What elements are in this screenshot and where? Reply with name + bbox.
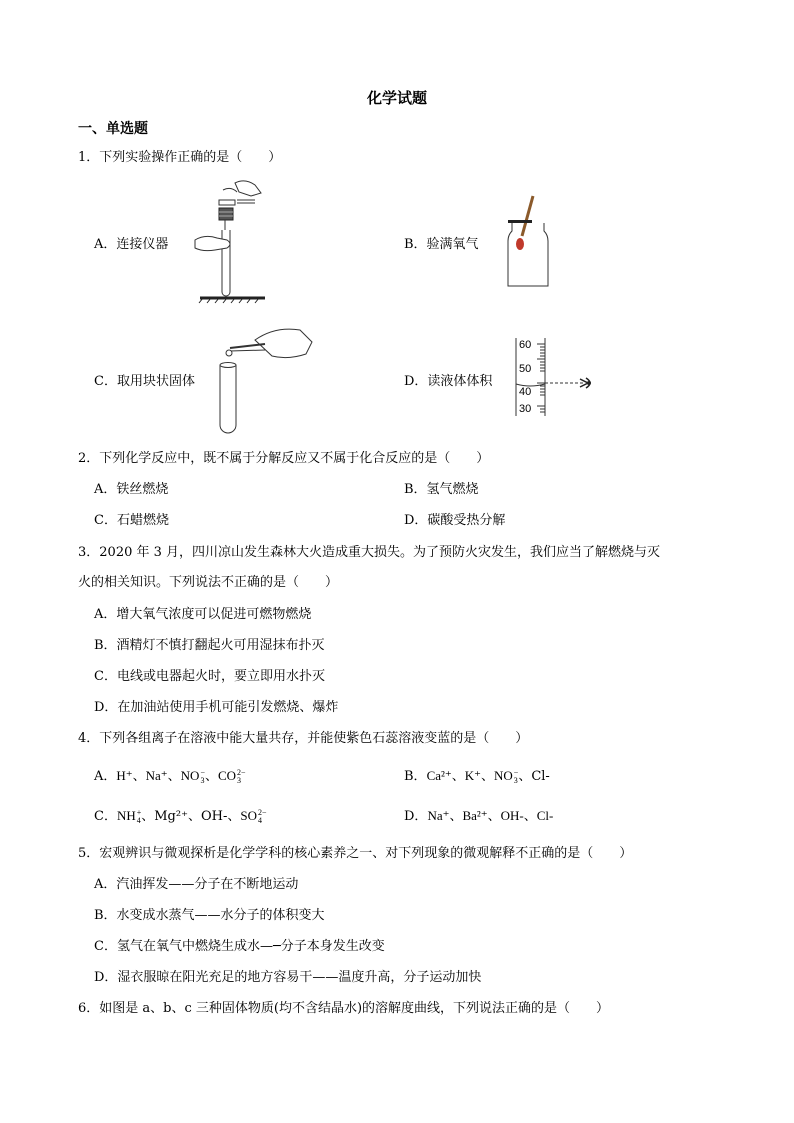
q1-option-a: A．连接仪器 (94, 237, 169, 252)
q5-option-a: A．汽油挥发——分子在不断地运动 (94, 877, 299, 892)
carbonate-ion: CO 2− 3 (217, 768, 246, 786)
q4-stem: 4．下列各组离子在溶液中能大量共存，并能使紫色石蕊溶液变蓝的是（ ） (78, 731, 529, 746)
q1-stem: 1．下列实验操作正确的是（ ） (78, 150, 282, 165)
graduated-cylinder-illustration (512, 336, 602, 418)
q3-option-c: C．电线或电器起火时，要立即用水扑灭 (94, 669, 325, 684)
q4-d-prefix: D． (404, 809, 428, 824)
q4-d-ions: Na⁺、Ba²⁺、OH-、Cl- (427, 808, 554, 823)
q4-c-mid: 、Mg²⁺、OH-、 (141, 809, 241, 824)
q1-option-c: C．取用块状固体 (94, 374, 195, 389)
page-title: 化学试题 (366, 89, 427, 107)
q1-option-d: D．读液体体积 (404, 374, 493, 389)
q5-option-b: B．水变成水蒸气——水分子的体积变大 (94, 908, 325, 923)
cylinder-tick-60: 60 (519, 339, 532, 351)
q3-option-b: B．酒精灯不慎打翻起火可用湿抹布扑灭 (94, 638, 325, 653)
nitrate-ion: NO − 3 (180, 768, 205, 786)
q2-option-a: A．铁丝燃烧 (94, 482, 169, 497)
q2-stem: 2．下列化学反应中，既不属于分解反应又不属于化合反应的是（ ） (78, 451, 490, 466)
cylinder-tick-30: 30 (519, 403, 532, 415)
oxygen-bottle-illustration (500, 196, 560, 291)
cylinder-tick-40: 40 (519, 386, 532, 398)
q1-option-b: B．验满氧气 (404, 237, 479, 252)
q4-option-b (404, 765, 550, 785)
q4-option-d (404, 805, 553, 824)
q3-option-d: D．在加油站使用手机可能引发燃烧、爆炸 (94, 700, 339, 715)
ammonium-ion: NH + 4 (116, 808, 142, 826)
q4-c-prefix: C． (94, 809, 117, 824)
connect-apparatus-illustration (195, 178, 275, 303)
q3-stem-line2: 火的相关知识。下列说法不正确的是（ ） (78, 575, 339, 590)
q6-stem: 6．如图是 a、b、c 三种固体物质(均不含结晶水)的溶解度曲线，下列说法正确的是（ ） (78, 1001, 610, 1016)
q3-option-a: A．增大氧气浓度可以促进可燃物燃烧 (94, 607, 312, 622)
q4-b-ions: Ca²⁺、K⁺、 (426, 768, 495, 783)
section-heading: 一、单选题 (78, 121, 148, 137)
q2-option-c: C．石蜡燃烧 (94, 513, 169, 528)
nitrate-ion: NO − 3 (494, 768, 519, 786)
q2-option-d: D．碳酸受热分解 (404, 513, 506, 528)
q4-a-ions: H⁺、Na⁺、 (116, 768, 181, 783)
q4-a-sep: 、 (204, 769, 218, 784)
q5-option-c: C．氢气在氧气中燃烧生成水—─分子本身发生改变 (94, 939, 385, 954)
q5-stem: 5．宏观辨识与微观探析是化学学科的核心素养之一、对下列现象的微观解释不正确的是（ ） (78, 846, 633, 861)
q4-a-prefix: A． (94, 769, 117, 784)
q3-stem-line1: 3．2020 年 3 月，四川凉山发生森林大火造成重大损失。为了预防火灾发生，我们应当了解燃烧与灭 (78, 545, 661, 560)
q4-option-c (94, 805, 266, 825)
sulfate-ion: SO 2− 4 (240, 808, 267, 826)
solid-tweezers-illustration (215, 320, 315, 435)
q4-option-a (94, 765, 246, 785)
q5-option-d: D．湿衣服晾在阳光充足的地方容易干——温度升高，分子运动加快 (94, 970, 482, 985)
q4-b-prefix: B． (404, 769, 427, 784)
cylinder-tick-50: 50 (519, 363, 532, 375)
q4-b-tail: 、Cl- (518, 769, 550, 784)
q2-option-b: B．氢气燃烧 (404, 482, 479, 497)
